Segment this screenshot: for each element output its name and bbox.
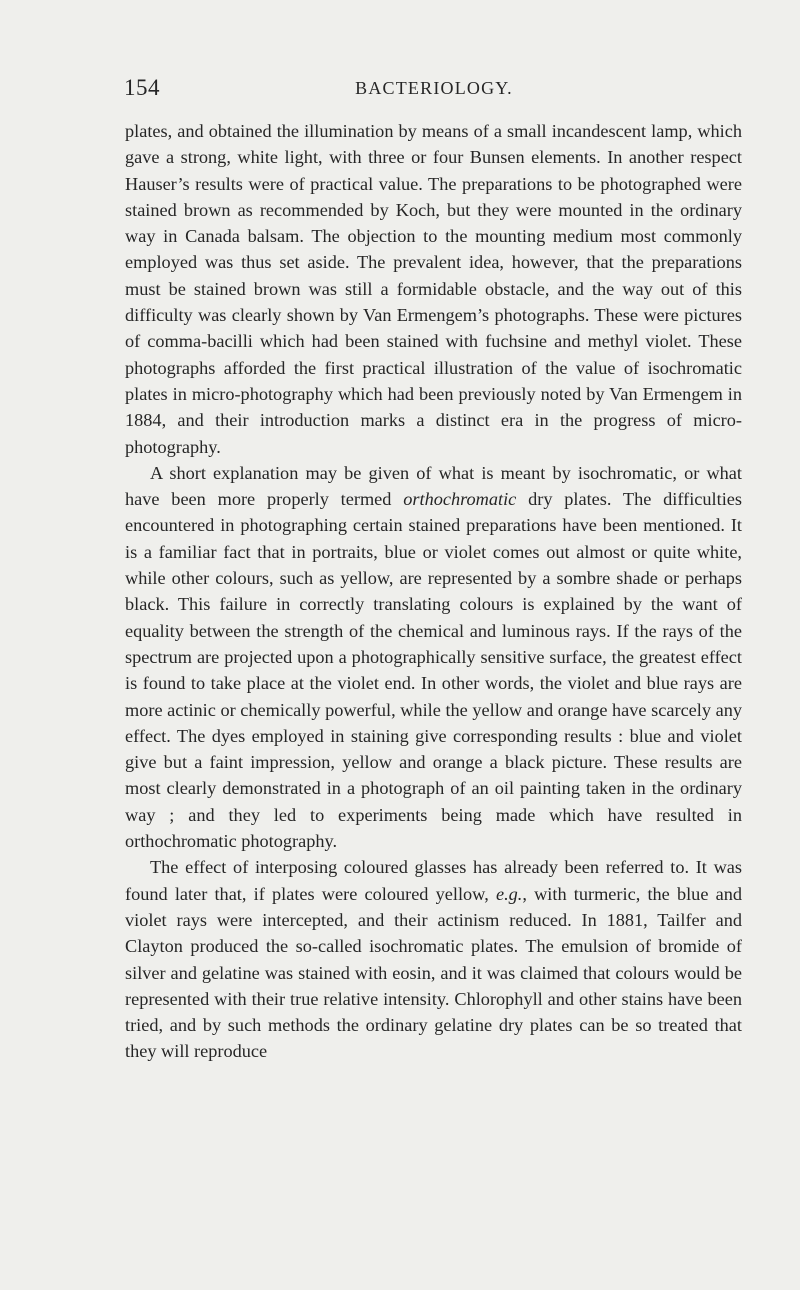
paragraph-1: plates, and obtained the illumination by means of a small incandescent lamp, which gave a strong, white light, with three or four Bunsen elements. In another respect Hauser’s results were of practical value. The preparations to be photographed were stained brown as recommended by Koch, but they were mounted in the ordinary way in Canada balsam. The objection to the mounting medium most commonly employed was thus set aside. The prevalent idea, however, that the preparations must be stained brown was still a formidable obstacle, and the way out of this difficulty was clearly shown by Van Ermengem’s photographs. These were pictures of comma-bacilli which had been stained with fuchsine and methyl violet. These photographs afforded the first practical illustration of the value of isochromatic plates in micro-photography which had been previously noted by Van Ermengem in 1884, and their introduction marks a distinct era in the progress of micro-photography.	[125, 121, 742, 457]
paragraph-2-text-after: dry plates. The difficulties encountered in photographing certain stained preparations have been mentioned. It is a familiar fact that in portraits, blue or violet comes out almost or quite white, while other colours, such as yellow, are represented by a sombre shade or perhaps black. This failure in correctly translating colours is explained by the want of equality between the strength of the chemical and luminous rays. If the rays of the spectrum are projected upon a photographically sensitive surface, the greatest effect is found to take place at the violet end. In other words, the violet and blue rays are more actinic or chemically powerful, while the yellow and orange have scarcely any effect. The dyes employed in staining give corresponding results : blue and violet give but a faint impression, yellow and orange a black picture. These results are most clearly demonstrated in a photograph of an oil painting taken in the ordinary way ; and they led to experiments being made which have resulted in orthochromatic photography.	[125, 489, 742, 852]
body-text	[125, 118, 742, 1065]
paragraph-3-text-before: The effect of interposing coloured glasses has already been referred to. It was found later that, if plates were coloured yellow,	[125, 857, 742, 904]
paragraph-2	[125, 460, 742, 854]
page-header	[124, 75, 744, 105]
paragraph-2-emphasis: orthochromatic	[403, 489, 517, 510]
paragraph-3-emphasis: e.g.	[495, 883, 523, 904]
page-number: 154	[124, 75, 160, 100]
paragraph-3-text-after: , with turmeric, the blue and violet rays were intercepted, and their actinism reduced. In 1881, Tailfer and Clayton produced the so-called isochromatic plates. The emulsion of bromide of silver and gelatine was stained with eosin, and it was claimed that colours would be represented with their true relative intensity. Chlorophyll and other stains have been tried, and by such methods the ordinary gelatine dry plates can be so treated that they will reproduce	[125, 883, 743, 1062]
paragraph-3	[125, 854, 742, 1064]
paragraph-2-text-before: A short explanation may be given of what is meant by isochromatic, or what have been more properly termed	[125, 462, 742, 510]
running-title: BACTERIOLOGY.	[355, 78, 513, 98]
